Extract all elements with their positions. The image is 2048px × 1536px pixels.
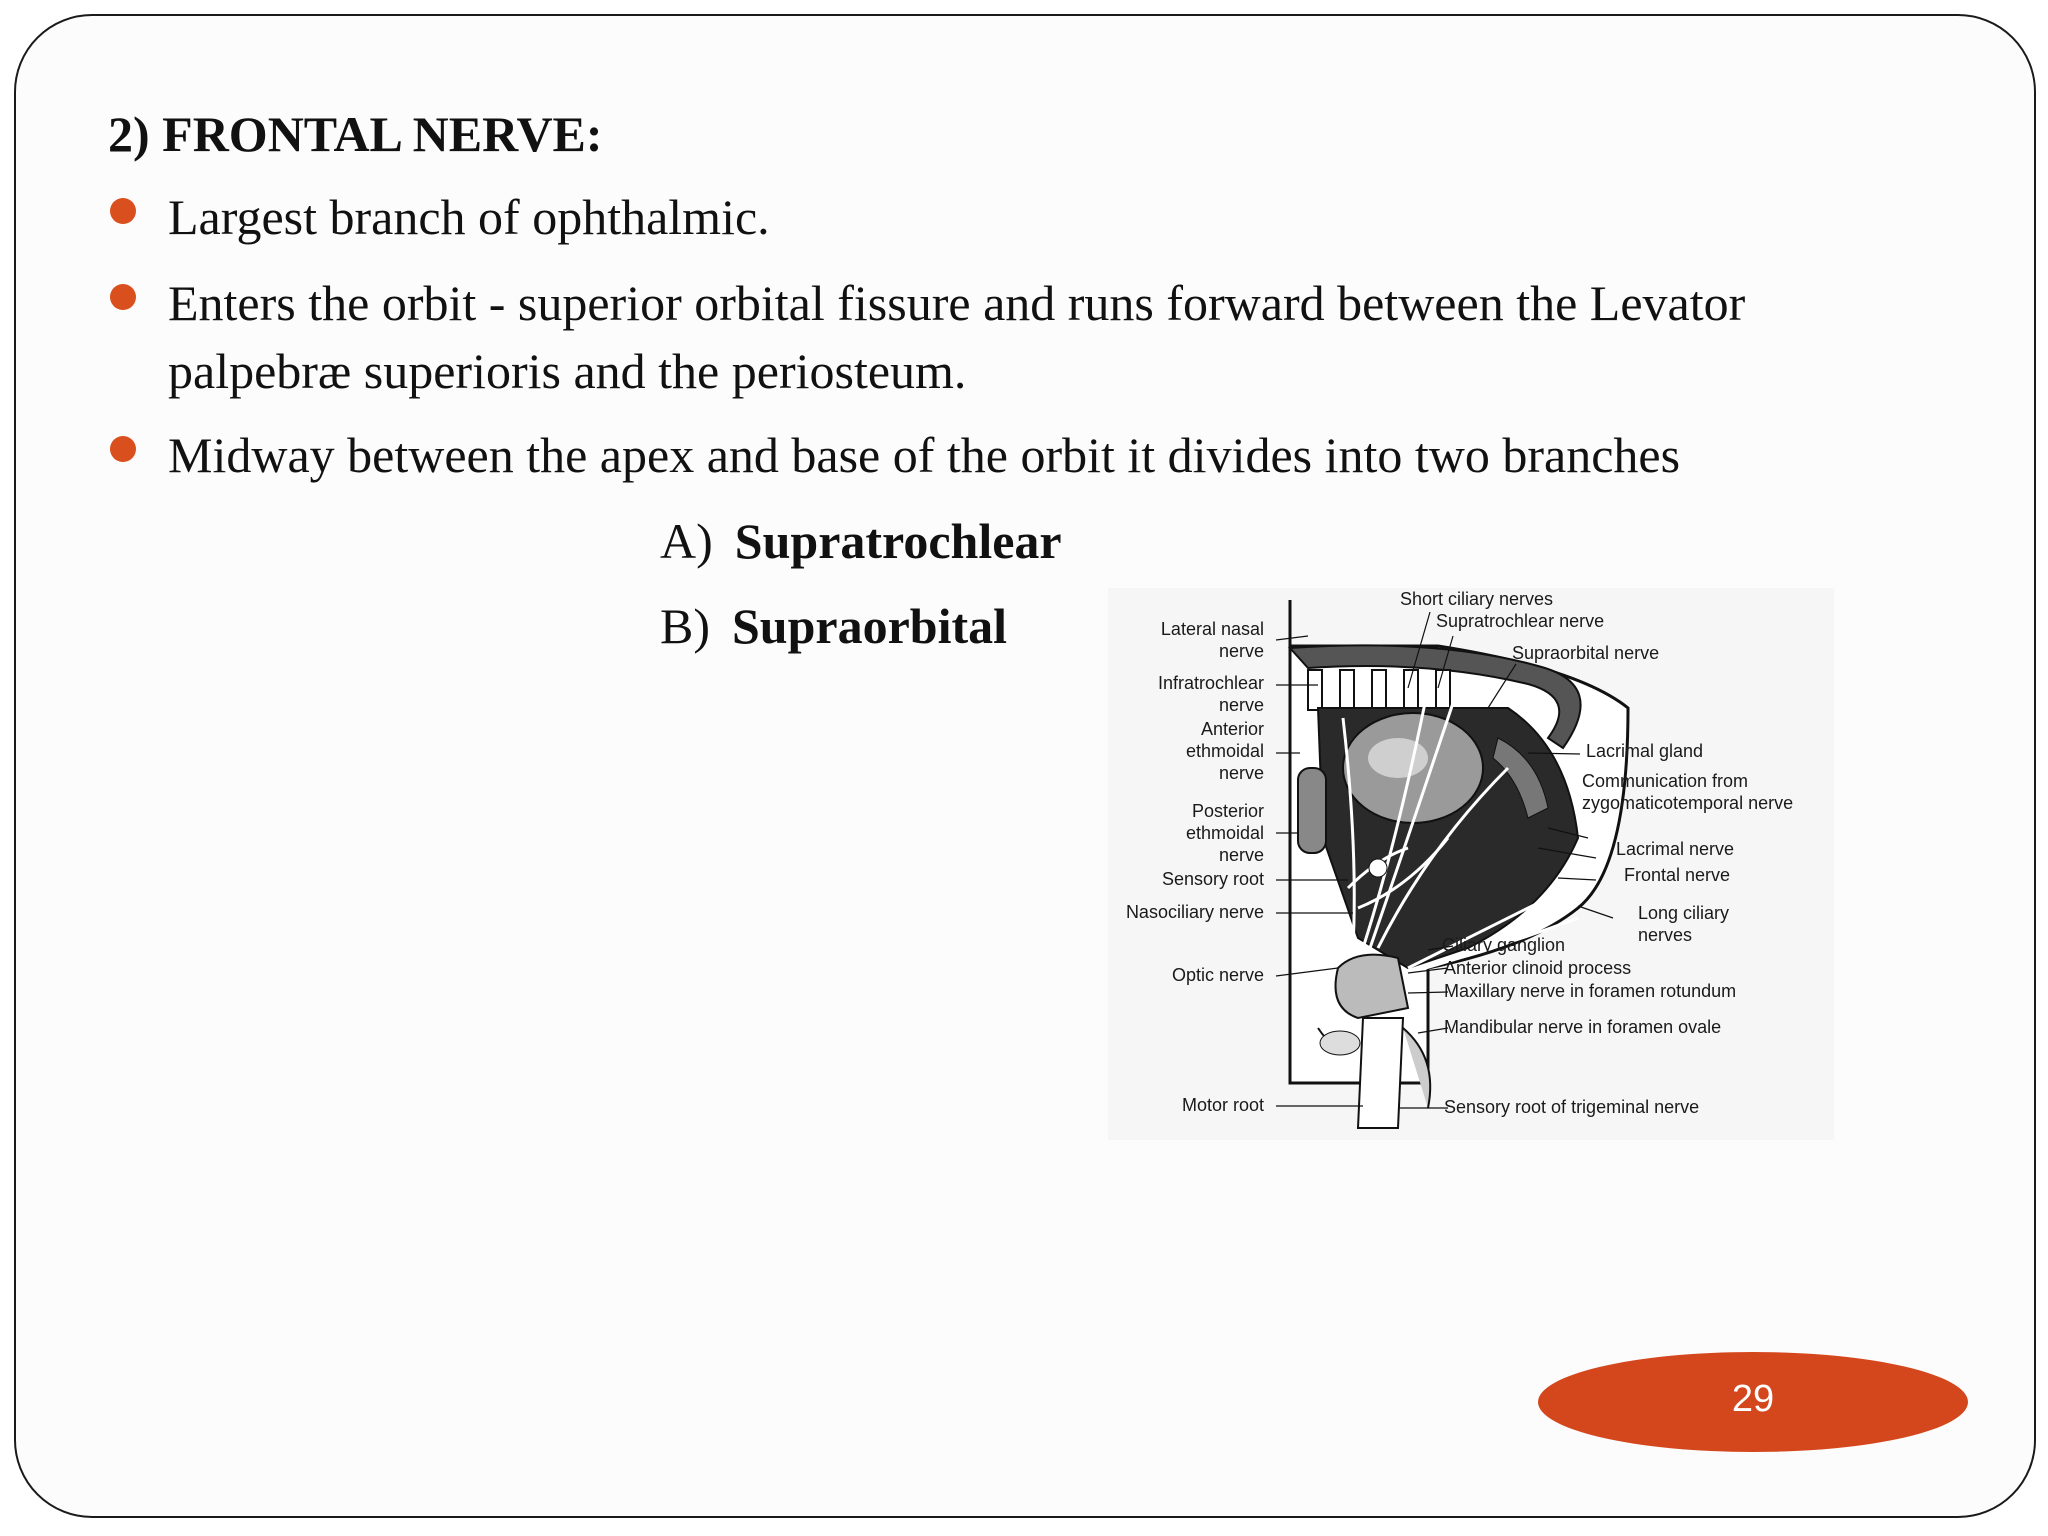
label-anterior-ethmoidal-nerve: Anterior ethmoidal nerve — [1185, 719, 1264, 783]
label-sensory-root-trigeminal: Sensory root of trigeminal nerve — [1444, 1097, 1700, 1117]
bullet-text-line-2: palpebræ superioris and the periosteum. — [168, 343, 967, 399]
branch-name: Supraorbital — [732, 598, 1008, 654]
branch-letter: B) — [660, 598, 710, 654]
label-frontal-nerve: Frontal nerve — [1624, 865, 1731, 885]
label-sensory-root: Sensory root — [1161, 869, 1264, 889]
label-posterior-ethmoidal-nerve: Posterior ethmoidal nerve — [1185, 801, 1264, 865]
label-supratrochlear-nerve: Supratrochlear nerve — [1436, 611, 1605, 631]
label-lacrimal-gland: Lacrimal gland — [1586, 741, 1704, 761]
bullet-dot-icon — [110, 436, 136, 462]
label-ciliary-ganglion: Ciliary ganglion — [1442, 935, 1566, 955]
label-supraorbital-nerve: Supraorbital nerve — [1512, 643, 1660, 663]
label-anterior-clinoid-process: Anterior clinoid process — [1444, 958, 1632, 978]
bullet-dot-icon — [110, 284, 136, 310]
bullet-dot-icon — [110, 198, 136, 224]
page-number-badge — [1538, 1352, 1968, 1452]
branch-letter: A) — [660, 513, 713, 569]
label-lacrimal-nerve: Lacrimal nerve — [1616, 839, 1735, 859]
bullet-text: Largest branch of ophthalmic. — [168, 189, 770, 245]
label-short-ciliary-nerves: Short ciliary nerves — [1400, 589, 1554, 609]
bullet-text: Midway between the apex and base of the orbit it divides into two branches — [168, 427, 1681, 483]
branch-b — [660, 597, 1007, 655]
branch-a — [660, 512, 1062, 570]
label-long-ciliary-nerves: Long ciliary nerves — [1638, 903, 1730, 945]
label-nasociliary-nerve: Nasociliary nerve — [1125, 902, 1264, 922]
label-lateral-nasal-nerve: Lateral nasal nerve — [1160, 619, 1264, 661]
bullet-text-line-1: Enters the orbit - superior orbital fissure and runs forward between the Levator — [168, 275, 1746, 331]
page-number: 29 — [1731, 1378, 1775, 1420]
label-motor-root: Motor root — [1181, 1095, 1264, 1115]
label-mandibular-nerve: Mandibular nerve in foramen ovale — [1444, 1017, 1722, 1037]
label-optic-nerve: Optic nerve — [1171, 965, 1264, 985]
label-maxillary-nerve: Maxillary nerve in foramen rotundum — [1444, 981, 1737, 1001]
slide-heading: 2) FRONTAL NERVE: — [108, 106, 603, 162]
orbit-nerve-diagram — [1108, 588, 1834, 1140]
label-infratrochlear-nerve: Infratrochlear nerve — [1157, 673, 1264, 715]
branch-name: Supratrochlear — [734, 513, 1062, 569]
label-zygomaticotemporal-communication: Communication from zygomaticotemporal nerve — [1582, 771, 1794, 813]
